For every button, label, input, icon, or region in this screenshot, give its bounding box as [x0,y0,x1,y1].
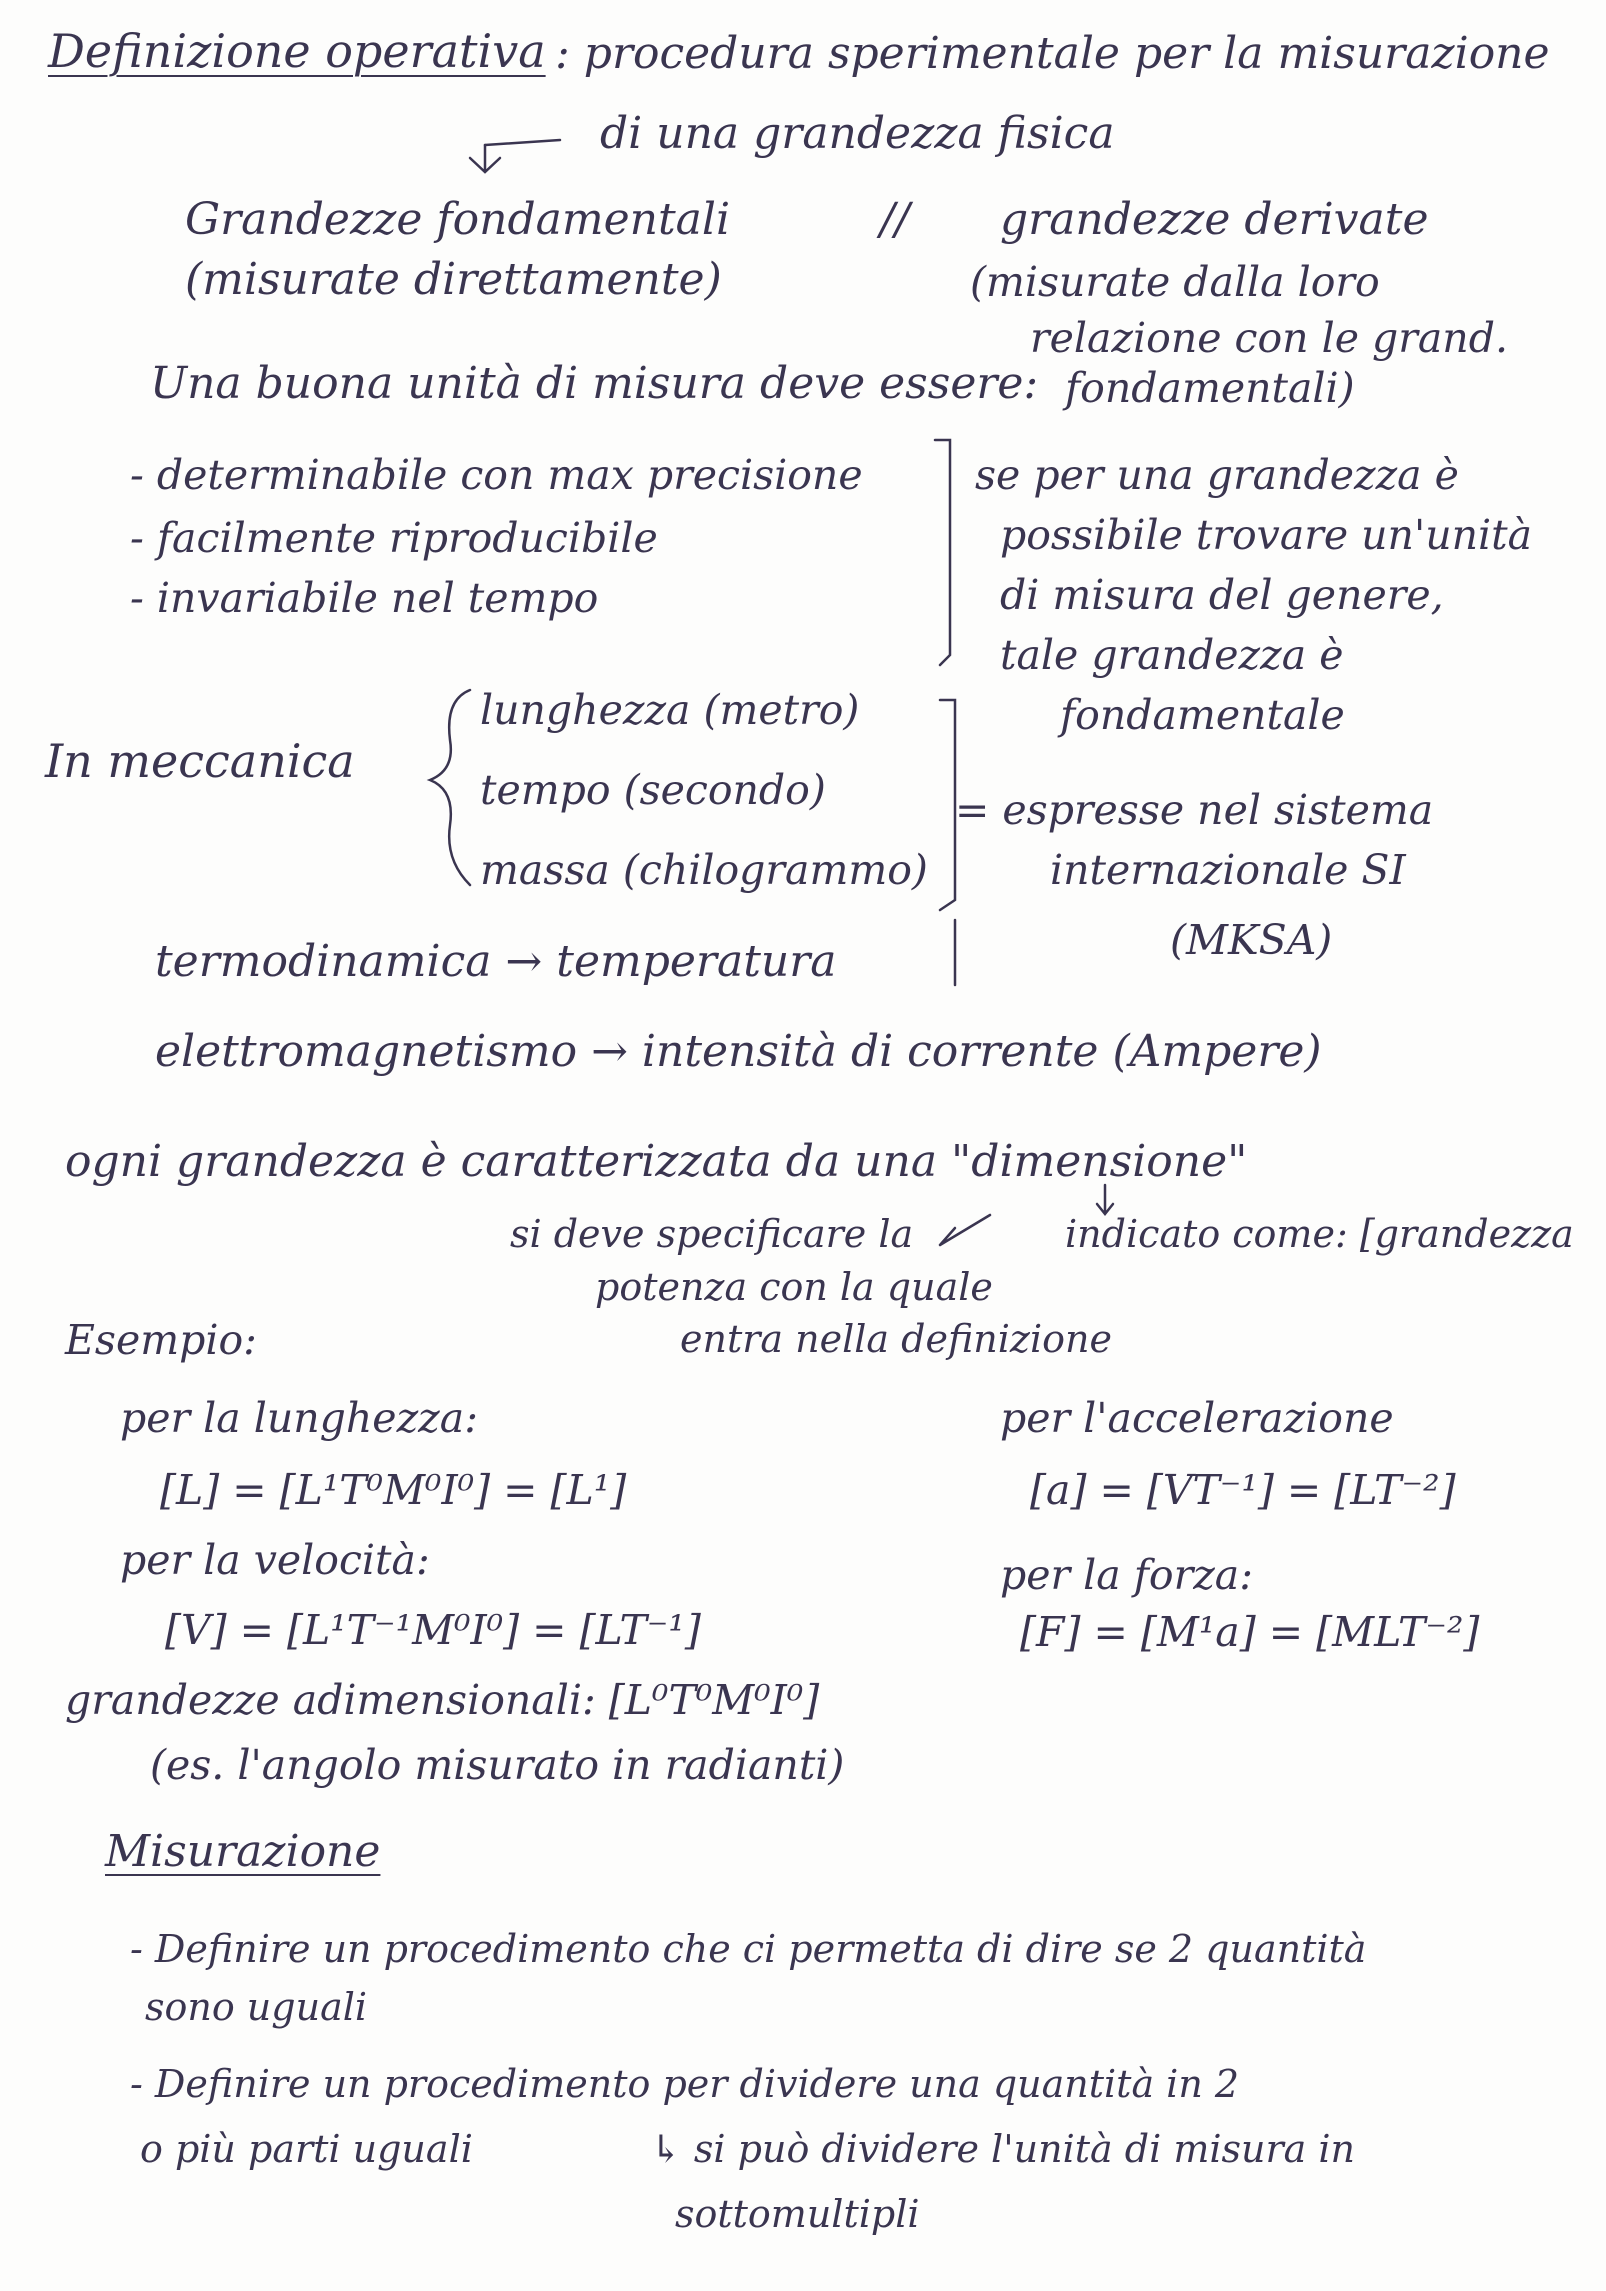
fundamental-rule-line: possibile trovare un'unità [1000,511,1533,559]
acceleration-label: per l'accelerazione [1000,1394,1394,1442]
si-system-text: (MKSA) [1170,916,1333,964]
dimension-note: potenza con la quale [595,1265,993,1309]
length-dimension: [L] = [L¹T⁰M⁰I⁰] = [L¹] [160,1466,627,1514]
measurement-point: o più parti uguali [140,2127,473,2171]
down-arrow-icon [470,145,500,172]
measurement-point: - Definire un procedimento che ci permetta di dire se 2 quantità [130,1927,1367,1971]
separator-mark: // [880,194,910,245]
dimension-notation: indicato come: [grandezza [1065,1212,1574,1256]
fundamental-quantities: Grandezze fondamentali [185,194,731,245]
fundamental-rule-line: tale grandezza è [1000,631,1344,679]
measurement-point: - Definire un procedimento per dividere una quantità in 2 [130,2062,1240,2106]
measurement-point: sono uguali [145,1985,368,2029]
definition-text-line1: : procedura sperimentale per la misurazione [555,28,1550,79]
si-system-text: internazionale SI [1050,846,1406,894]
definition-term: Definizione operativa [48,24,546,78]
unit-requirements-intro: Una buona unità di misura deve essere: [150,358,1039,409]
velocity-label: per la velocità: [120,1536,430,1584]
measurement-point: ↳ si può dividere l'unità di misura in [650,2127,1356,2171]
requirement-item: - determinabile con max precisione [130,451,863,499]
thermodynamics-line: termodinamica → temperatura [155,936,837,987]
dimension-note: entra nella definizione [680,1317,1112,1361]
brace-mark [430,690,470,885]
bracket-mark [940,700,955,910]
acceleration-dimension: [a] = [VT⁻¹] = [LT⁻²] [1030,1466,1456,1514]
example-label: Esempio: [65,1316,257,1364]
measurement-heading: Misurazione [105,1826,381,1877]
fundamental-quantities-note: (misurate direttamente) [185,254,722,305]
derived-quantities-note3: fondamentali) [1065,364,1355,412]
electromagnetism-line: elettromagnetismo → intensità di corrente (Ampere) [155,1026,1322,1077]
requirement-item: - facilmente riproducibile [130,514,658,562]
dimensionless-example: (es. l'angolo misurato in radianti) [150,1741,845,1789]
derived-quantities-note1: (misurate dalla loro [970,258,1380,306]
derived-quantities-note2: relazione con le grand. [1030,314,1508,362]
length-label: per la lunghezza: [120,1394,479,1442]
dimension-statement: ogni grandezza è caratterizzata da una "dimensione" [65,1136,1248,1187]
dimension-note: si deve specificare la [510,1212,914,1256]
bracket-mark [935,440,950,665]
fundamental-rule-line: se per una grandezza è [975,451,1459,499]
mechanics-quantity: massa (chilogrammo) [480,846,928,894]
requirement-item: - invariabile nel tempo [130,574,599,622]
mechanics-quantity: tempo (secondo) [480,766,826,814]
definition-text-line2: di una grandezza fisica [600,108,1115,159]
fundamental-rule-line: di misura del genere, [1000,571,1444,619]
fundamental-rule-line: fondamentale [1060,691,1345,739]
force-dimension: [F] = [M¹a] = [MLT⁻²] [1020,1608,1480,1656]
measurement-point: sottomultipli [675,2192,920,2236]
velocity-dimension: [V] = [L¹T⁻¹M⁰I⁰] = [LT⁻¹] [165,1606,701,1654]
mechanics-quantity: lunghezza (metro) [480,686,860,734]
dimensionless-quantities: grandezze adimensionali: [L⁰T⁰M⁰I⁰] [65,1676,820,1724]
down-arrow-icon [1097,1185,1113,1214]
mechanics-label: In meccanica [45,734,355,788]
derived-quantities: grandezze derivate [1000,194,1429,245]
check-arrow-icon [940,1215,990,1245]
force-label: per la forza: [1000,1551,1254,1599]
si-system-text: = espresse nel sistema [955,786,1434,834]
